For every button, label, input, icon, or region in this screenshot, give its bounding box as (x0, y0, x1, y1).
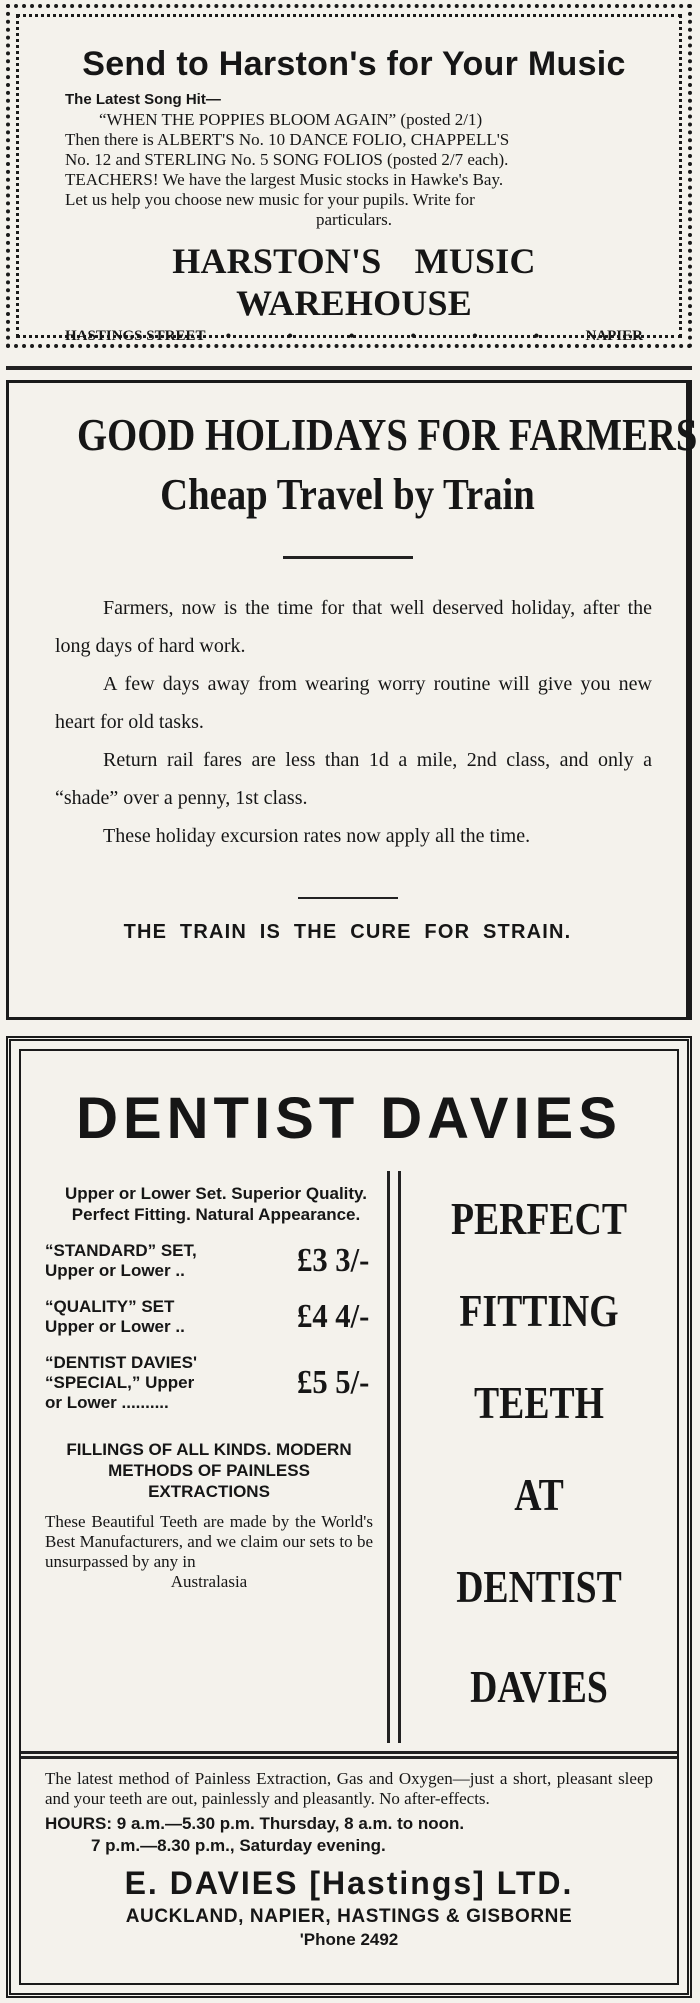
harstons-line: “WHEN THE POPPIES BLOOM AGAIN” (posted 2/1) (99, 110, 483, 129)
dentist-right-column (426, 1173, 652, 1743)
price-description (45, 1353, 197, 1413)
holidays-rule (283, 556, 413, 559)
holidays-headline: GOOD HOLIDAYS FOR FARMERS (77, 410, 698, 460)
holidays-paragraph: A few days away from wearing worry routine will give you new heart for old tasks. (55, 673, 652, 733)
harstons-line: No. 12 and STERLING No. 5 SONG FOLIOS (posted 2/7 each). (65, 150, 509, 169)
price-desc-line: or Lower .......... (45, 1393, 169, 1412)
price-desc-line: Upper or Lower .. (45, 1317, 185, 1336)
hours-line: HOURS: 9 a.m.—5.30 p.m. Thursday, 8 a.m. to noon. (45, 1814, 465, 1833)
side-word: AT (514, 1469, 564, 1520)
dentist-fillings: FILLINGS OF ALL KINDS. MODERN METHODS OF PAINLESS EXTRACTIONS (66, 1440, 352, 1501)
price-value: £4 4/- (296, 1298, 369, 1335)
holidays-subhead: Cheap Travel by Train (160, 470, 535, 519)
company-name: E. DAVIES [Hastings] LTD. (124, 1865, 574, 1901)
harstons-address (65, 328, 643, 346)
price-row-special (45, 1353, 387, 1413)
harstons-dots: • • • • • • (225, 328, 566, 345)
price-row-standard (45, 1241, 387, 1281)
harstons-street: HASTINGS STREET (65, 328, 206, 344)
price-desc-line: “SPECIAL,” Upper (45, 1373, 195, 1392)
harstons-line: Then there is ALBERT'S No. 10 DANCE FOLIO, CHAPPELL'S (65, 130, 510, 149)
dentist-inner-border (19, 1049, 679, 1985)
column-divider (387, 1171, 401, 1743)
holidays-rule (298, 897, 398, 899)
opening-hours (45, 1813, 653, 1857)
side-word: DENTIST (456, 1561, 622, 1612)
dentist-footer (21, 1769, 677, 1950)
price-desc-line: “STANDARD” SET, (45, 1241, 197, 1260)
side-word: FITTING (459, 1285, 619, 1336)
dentist-intro: Upper or Lower Set. Superior Quality. Perfect Fitting. Natural Appearance. (65, 1184, 367, 1224)
harstons-line: Let us help you choose new music for your pupils. Write for (65, 190, 475, 209)
price-desc-line: Upper or Lower .. (45, 1261, 185, 1280)
dentist-horizontal-rule (21, 1751, 677, 1759)
dentist-headline: DENTIST DAVIES (76, 1086, 622, 1151)
side-word: DAVIES (470, 1661, 608, 1712)
price-desc-line: “DENTIST DAVIES' (45, 1353, 198, 1372)
holidays-paragraph: Return rail fares are less than 1d a mile, 2nd class, and only a “shade” over a penny, 1st class. (55, 749, 652, 809)
harstons-line: The Latest Song Hit— (65, 91, 221, 108)
harstons-headline: Send to Harston's for Your Music (82, 45, 626, 83)
dentist-columns (21, 1173, 677, 1743)
harstons-line: TEACHERS! We have the largest Music stocks in Hawke's Bay. (65, 170, 504, 189)
dentist-blurb-text: These Beautiful Teeth are made by the World's Best Manufacturers, and we claim our sets to be unsurpassed by any in (45, 1512, 373, 1571)
holidays-paragraph: These holiday excursion rates now apply all the time. (103, 825, 531, 847)
hours-line: 7 p.m.—8.30 p.m., Saturday evening. (91, 1836, 386, 1855)
price-value: £3 3/- (296, 1242, 369, 1279)
dentist-left-column (21, 1173, 387, 1743)
price-desc-line: “QUALITY” SET (45, 1297, 175, 1316)
holidays-body (55, 589, 652, 855)
holidays-advert (6, 380, 698, 1020)
harstons-warehouse-name: HARSTON'S MUSIC WAREHOUSE (172, 241, 536, 323)
price-description (45, 1241, 197, 1281)
harstons-inner-border (16, 14, 682, 345)
price-description (45, 1297, 185, 1337)
dentist-blurb-end: Australasia (170, 1572, 248, 1591)
company-phone: 'Phone 2492 (299, 1930, 399, 1949)
side-word: PERFECT (450, 1193, 628, 1244)
harstons-line: particulars. (316, 210, 392, 229)
harstons-town: NAPIER (585, 328, 643, 344)
dentist-advert (6, 1036, 692, 1998)
extraction-text: The latest method of Painless Extraction, Gas and Oxygen—just a short, pleasant sleep and your teeth are out, painlessly and pleasantly. No after-effects. (45, 1769, 653, 1808)
company-cities: AUCKLAND, NAPIER, HASTINGS & GISBORNE (125, 1906, 573, 1927)
holidays-slogan: THE TRAIN IS THE CURE FOR STRAIN. (123, 921, 572, 943)
price-row-quality (45, 1297, 387, 1337)
side-word: TEETH (474, 1377, 604, 1428)
section-divider (6, 366, 692, 370)
dentist-blurb (45, 1512, 387, 1592)
harstons-advert (6, 4, 692, 348)
price-value: £5 5/- (296, 1364, 369, 1401)
harstons-body (65, 90, 643, 230)
holidays-paragraph: Farmers, now is the time for that well deserved holiday, after the long days of hard work. (55, 597, 652, 657)
